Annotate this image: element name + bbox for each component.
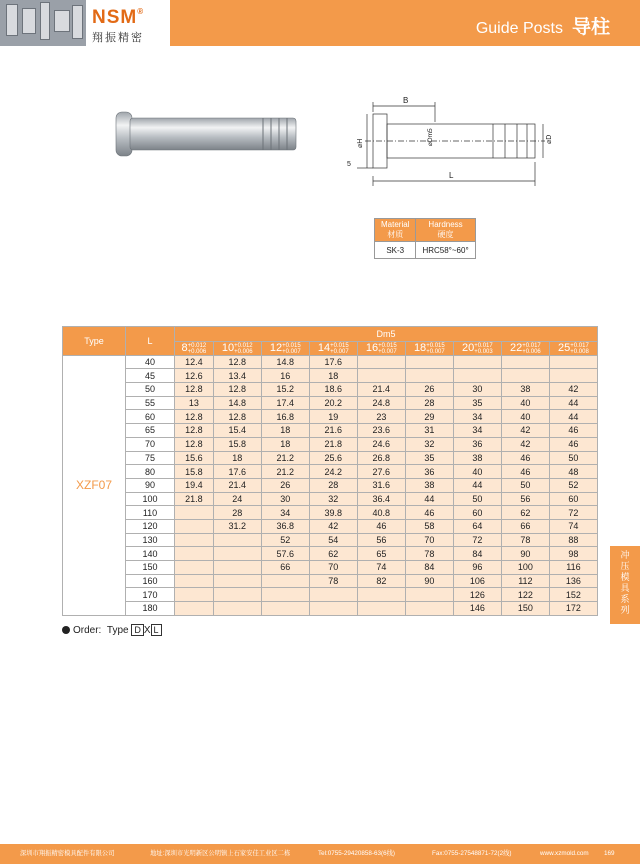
value-cell: 100 xyxy=(501,561,549,575)
value-cell: 58 xyxy=(405,519,453,533)
value-cell: 40 xyxy=(501,410,549,424)
value-cell: 15.8 xyxy=(175,465,214,479)
value-cell: 35 xyxy=(453,396,501,410)
diameter-header: 14+0.015 +0.007 xyxy=(309,342,357,356)
table-row xyxy=(63,437,598,451)
logo-text: NSM xyxy=(92,7,138,28)
length-cell: 130 xyxy=(126,533,175,547)
length-cell: 150 xyxy=(126,561,175,575)
value-cell: 66 xyxy=(261,561,309,575)
value-cell: 32 xyxy=(309,492,357,506)
value-cell: 46 xyxy=(549,437,597,451)
value-cell xyxy=(175,561,214,575)
value-cell: 17.6 xyxy=(213,465,261,479)
value-cell xyxy=(357,355,405,369)
guide-post-photo xyxy=(108,108,308,158)
value-cell: 126 xyxy=(453,588,501,602)
length-cell: 60 xyxy=(126,410,175,424)
value-cell: 15.8 xyxy=(213,437,261,451)
value-cell xyxy=(549,369,597,383)
length-cell: 80 xyxy=(126,465,175,479)
page-title xyxy=(476,12,610,39)
value-cell xyxy=(261,588,309,602)
dim-d: ⌀D xyxy=(546,134,553,144)
value-cell: 44 xyxy=(549,410,597,424)
table-row xyxy=(63,410,598,424)
diameter-header: 18+0.015 +0.007 xyxy=(405,342,453,356)
value-cell: 39.8 xyxy=(309,506,357,520)
value-cell: 65 xyxy=(357,547,405,561)
length-cell: 160 xyxy=(126,574,175,588)
value-cell: 12.8 xyxy=(213,410,261,424)
table-row xyxy=(63,355,598,369)
value-cell: 24 xyxy=(213,492,261,506)
value-cell: 42 xyxy=(549,383,597,397)
value-cell: 44 xyxy=(405,492,453,506)
length-cell: 55 xyxy=(126,396,175,410)
length-cell: 110 xyxy=(126,506,175,520)
value-cell: 44 xyxy=(549,396,597,410)
value-cell: 12.8 xyxy=(175,437,214,451)
table-row xyxy=(63,533,598,547)
value-cell: 14.8 xyxy=(261,355,309,369)
value-cell xyxy=(453,369,501,383)
value-cell: 116 xyxy=(549,561,597,575)
value-cell: 19.4 xyxy=(175,478,214,492)
value-cell xyxy=(405,588,453,602)
value-cell xyxy=(405,355,453,369)
value-cell: 38 xyxy=(501,383,549,397)
value-cell: 36 xyxy=(453,437,501,451)
value-cell: 12.6 xyxy=(175,369,214,383)
footer-web: www.xzmold.com xyxy=(540,850,589,857)
title-cn: 导柱 xyxy=(571,17,610,38)
value-cell: 46 xyxy=(405,506,453,520)
value-cell: 18 xyxy=(261,424,309,438)
value-cell: 28 xyxy=(213,506,261,520)
material-value: SK-3 xyxy=(375,242,416,259)
table-row xyxy=(63,574,598,588)
value-cell: 50 xyxy=(549,451,597,465)
side-tab-label: 冲 压 模 具 系 列 xyxy=(620,550,630,615)
value-cell: 90 xyxy=(501,547,549,561)
value-cell: 44 xyxy=(453,478,501,492)
logo-mark: ® xyxy=(137,7,145,16)
value-cell xyxy=(405,602,453,616)
value-cell: 21.2 xyxy=(261,465,309,479)
value-cell: 46 xyxy=(357,519,405,533)
diameter-header: 16+0.015 +0.007 xyxy=(357,342,405,356)
order-x: X xyxy=(143,625,151,636)
value-cell: 52 xyxy=(261,533,309,547)
spec-table xyxy=(62,326,598,616)
length-cell: 100 xyxy=(126,492,175,506)
value-cell: 34 xyxy=(261,506,309,520)
dim-b: B xyxy=(403,96,409,105)
value-cell: 62 xyxy=(501,506,549,520)
value-cell xyxy=(213,602,261,616)
length-cell: 180 xyxy=(126,602,175,616)
table-row xyxy=(63,506,598,520)
table-row xyxy=(63,478,598,492)
value-cell xyxy=(213,574,261,588)
value-cell xyxy=(501,369,549,383)
value-cell: 56 xyxy=(357,533,405,547)
value-cell: 78 xyxy=(405,547,453,561)
value-cell: 12.8 xyxy=(175,383,214,397)
value-cell xyxy=(175,588,214,602)
value-cell xyxy=(309,588,357,602)
value-cell: 25.6 xyxy=(309,451,357,465)
value-cell: 112 xyxy=(501,574,549,588)
value-cell: 15.2 xyxy=(261,383,309,397)
diameter-header: 25+0.017 +0.008 xyxy=(549,342,597,356)
value-cell xyxy=(261,602,309,616)
value-cell: 35 xyxy=(405,451,453,465)
length-cell: 40 xyxy=(126,355,175,369)
table-row xyxy=(63,519,598,533)
value-cell: 26 xyxy=(405,383,453,397)
value-cell: 20.2 xyxy=(309,396,357,410)
value-cell: 17.6 xyxy=(309,355,357,369)
value-cell: 66 xyxy=(501,519,549,533)
length-cell: 50 xyxy=(126,383,175,397)
logo-cn: 翔振精密 xyxy=(92,32,144,44)
value-cell: 12.8 xyxy=(175,424,214,438)
title-en: Guide Posts xyxy=(475,20,563,37)
dim-5: 5 xyxy=(347,161,351,168)
value-cell: 78 xyxy=(309,574,357,588)
value-cell: 24.2 xyxy=(309,465,357,479)
length-cell: 120 xyxy=(126,519,175,533)
value-cell xyxy=(213,561,261,575)
value-cell: 52 xyxy=(549,478,597,492)
value-cell xyxy=(357,602,405,616)
value-cell: 30 xyxy=(453,383,501,397)
material-header: Material 材质 xyxy=(375,219,416,242)
material-table xyxy=(374,218,476,259)
value-cell: 48 xyxy=(549,465,597,479)
value-cell: 16.8 xyxy=(261,410,309,424)
value-cell: 18.6 xyxy=(309,383,357,397)
value-cell: 19 xyxy=(309,410,357,424)
value-cell: 31.6 xyxy=(357,478,405,492)
value-cell: 46 xyxy=(501,451,549,465)
value-cell: 42 xyxy=(309,519,357,533)
value-cell: 12.8 xyxy=(213,383,261,397)
table-row xyxy=(63,602,598,616)
value-cell: 29 xyxy=(405,410,453,424)
table-row xyxy=(63,588,598,602)
value-cell: 32 xyxy=(405,437,453,451)
value-cell: 26.8 xyxy=(357,451,405,465)
value-cell: 34 xyxy=(453,410,501,424)
value-cell: 42 xyxy=(501,424,549,438)
d-header: Dm5 xyxy=(175,327,598,342)
footer-company: 深圳市翔振精密模具配件有限公司 xyxy=(20,850,115,857)
order-type: Type xyxy=(106,625,129,636)
value-cell: 38 xyxy=(405,478,453,492)
value-cell: 64 xyxy=(453,519,501,533)
table-row xyxy=(63,383,598,397)
value-cell: 12.8 xyxy=(213,355,261,369)
dim-h: ⌀H xyxy=(357,138,364,148)
value-cell: 42 xyxy=(501,437,549,451)
value-cell: 78 xyxy=(501,533,549,547)
value-cell: 36 xyxy=(405,465,453,479)
length-cell: 65 xyxy=(126,424,175,438)
value-cell: 18 xyxy=(261,437,309,451)
value-cell: 152 xyxy=(549,588,597,602)
value-cell: 24.6 xyxy=(357,437,405,451)
value-cell xyxy=(213,533,261,547)
value-cell: 84 xyxy=(453,547,501,561)
side-tab xyxy=(610,546,640,624)
hardness-header: Hardness 硬度 xyxy=(416,219,475,242)
value-cell: 56 xyxy=(501,492,549,506)
value-cell xyxy=(175,506,214,520)
value-cell xyxy=(213,588,261,602)
value-cell: 13 xyxy=(175,396,214,410)
value-cell xyxy=(357,369,405,383)
value-cell: 146 xyxy=(453,602,501,616)
value-cell: 60 xyxy=(453,506,501,520)
length-cell: 45 xyxy=(126,369,175,383)
value-cell: 21.6 xyxy=(309,424,357,438)
length-cell: 70 xyxy=(126,437,175,451)
value-cell: 14.8 xyxy=(213,396,261,410)
value-cell: 74 xyxy=(549,519,597,533)
value-cell: 50 xyxy=(501,478,549,492)
value-cell: 28 xyxy=(405,396,453,410)
value-cell: 18 xyxy=(309,369,357,383)
value-cell: 40 xyxy=(453,465,501,479)
value-cell: 40.8 xyxy=(357,506,405,520)
dim-dm5: ⌀Dm5 xyxy=(427,128,434,146)
value-cell xyxy=(309,602,357,616)
value-cell: 21.4 xyxy=(357,383,405,397)
diameter-header: 20+0.017 +0.003 xyxy=(453,342,501,356)
value-cell xyxy=(549,355,597,369)
value-cell: 30 xyxy=(261,492,309,506)
value-cell: 26 xyxy=(261,478,309,492)
type-header: Type xyxy=(63,327,126,356)
value-cell: 28 xyxy=(309,478,357,492)
value-cell: 84 xyxy=(405,561,453,575)
value-cell: 60 xyxy=(549,492,597,506)
value-cell: 136 xyxy=(549,574,597,588)
page-header xyxy=(0,0,640,46)
order-info xyxy=(62,624,162,636)
value-cell: 36.4 xyxy=(357,492,405,506)
value-cell: 50 xyxy=(453,492,501,506)
logo xyxy=(86,0,170,46)
value-cell: 12.8 xyxy=(175,410,214,424)
value-cell xyxy=(175,533,214,547)
value-cell: 31.2 xyxy=(213,519,261,533)
table-row xyxy=(63,465,598,479)
length-cell: 170 xyxy=(126,588,175,602)
value-cell: 15.6 xyxy=(175,451,214,465)
value-cell: 17.4 xyxy=(261,396,309,410)
value-cell xyxy=(175,547,214,561)
table-row xyxy=(63,396,598,410)
diameter-header: 12+0.015 +0.007 xyxy=(261,342,309,356)
value-cell xyxy=(501,355,549,369)
table-row xyxy=(63,424,598,438)
value-cell: 150 xyxy=(501,602,549,616)
value-cell: 72 xyxy=(453,533,501,547)
value-cell: 96 xyxy=(453,561,501,575)
technical-drawing xyxy=(345,92,560,192)
value-cell: 16 xyxy=(261,369,309,383)
table-row xyxy=(63,451,598,465)
order-d: D xyxy=(131,624,144,636)
table-row xyxy=(63,492,598,506)
table-row xyxy=(63,369,598,383)
value-cell: 122 xyxy=(501,588,549,602)
value-cell: 82 xyxy=(357,574,405,588)
value-cell: 24.8 xyxy=(357,396,405,410)
value-cell xyxy=(175,602,214,616)
bullet-icon xyxy=(62,626,70,634)
value-cell: 23.6 xyxy=(357,424,405,438)
table-row xyxy=(63,561,598,575)
diameter-header: 22+0.017 +0.006 xyxy=(501,342,549,356)
value-cell: 72 xyxy=(549,506,597,520)
value-cell xyxy=(405,369,453,383)
value-cell: 54 xyxy=(309,533,357,547)
value-cell xyxy=(261,574,309,588)
diameter-header: 8+0.012 +0.006 xyxy=(175,342,214,356)
length-cell: 140 xyxy=(126,547,175,561)
value-cell: 70 xyxy=(309,561,357,575)
order-l: L xyxy=(151,624,162,636)
footer-tel: Tel:0755-29420858-63(6线) xyxy=(318,850,396,857)
value-cell: 106 xyxy=(453,574,501,588)
value-cell: 21.8 xyxy=(309,437,357,451)
value-cell: 98 xyxy=(549,547,597,561)
value-cell: 36.8 xyxy=(261,519,309,533)
hardness-value: HRC58°~60° xyxy=(416,242,475,259)
type-value: XZF07 xyxy=(63,355,126,615)
value-cell xyxy=(213,547,261,561)
dim-l: L xyxy=(449,171,454,180)
value-cell: 15.4 xyxy=(213,424,261,438)
value-cell: 90 xyxy=(405,574,453,588)
value-cell: 46 xyxy=(549,424,597,438)
value-cell xyxy=(175,574,214,588)
l-header: L xyxy=(126,327,175,356)
value-cell xyxy=(175,519,214,533)
value-cell: 34 xyxy=(453,424,501,438)
value-cell: 18 xyxy=(213,451,261,465)
value-cell: 38 xyxy=(453,451,501,465)
value-cell xyxy=(357,588,405,602)
value-cell: 23 xyxy=(357,410,405,424)
value-cell: 70 xyxy=(405,533,453,547)
value-cell: 31 xyxy=(405,424,453,438)
footer-page: 169 xyxy=(604,850,615,857)
value-cell: 21.8 xyxy=(175,492,214,506)
diameter-header: 10+0.012 +0.006 xyxy=(213,342,261,356)
value-cell: 46 xyxy=(501,465,549,479)
length-cell: 90 xyxy=(126,478,175,492)
value-cell: 21.4 xyxy=(213,478,261,492)
product-thumbnail xyxy=(0,0,86,46)
value-cell: 27.6 xyxy=(357,465,405,479)
footer-fax: Fax:0755-27548871-72(2线) xyxy=(432,850,512,857)
table-row xyxy=(63,547,598,561)
value-cell: 172 xyxy=(549,602,597,616)
value-cell: 21.2 xyxy=(261,451,309,465)
value-cell: 40 xyxy=(501,396,549,410)
value-cell: 62 xyxy=(309,547,357,561)
footer-address: 地址:深圳市光明新区公明镇上石家安佳工业区二栋 xyxy=(150,850,291,857)
value-cell: 74 xyxy=(357,561,405,575)
value-cell: 88 xyxy=(549,533,597,547)
value-cell: 57.6 xyxy=(261,547,309,561)
value-cell: 13.4 xyxy=(213,369,261,383)
value-cell xyxy=(453,355,501,369)
order-label: Order: xyxy=(73,625,102,636)
length-cell: 75 xyxy=(126,451,175,465)
page-footer xyxy=(0,844,640,864)
value-cell: 12.4 xyxy=(175,355,214,369)
